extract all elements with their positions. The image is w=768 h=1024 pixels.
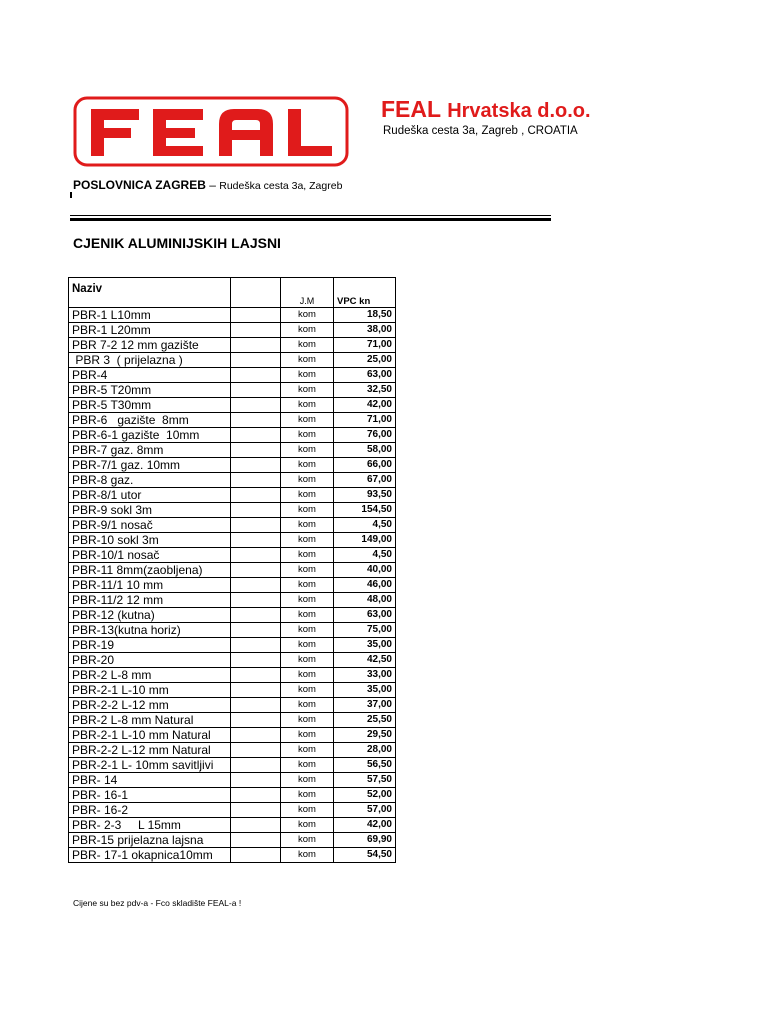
price-cell: 25,50 [334,713,396,728]
table-row [69,818,396,833]
blank-cell [231,773,281,788]
table-row [69,593,396,608]
product-name-cell: PBR-8 gaz. [69,473,231,488]
product-name-cell: PBR-2-1 L-10 mm [69,683,231,698]
product-name-cell: PBR-2 L-8 mm [69,668,231,683]
subheader-blank-cell [231,296,281,308]
price-cell: 28,00 [334,743,396,758]
product-name-cell: PBR-8/1 utor [69,488,231,503]
table-row [69,563,396,578]
unit-cell: kom [281,488,334,503]
blank-cell [231,563,281,578]
product-name-cell: PBR-13(kutna horiz) [69,623,231,638]
unit-cell: kom [281,563,334,578]
unit-cell: kom [281,473,334,488]
unit-cell: kom [281,368,334,383]
table-row [69,668,396,683]
product-name-cell: PBR- 16-2 [69,803,231,818]
table-row [69,578,396,593]
table-row [69,308,396,323]
product-name-cell: PBR 7-2 12 mm gazište [69,338,231,353]
product-name-cell: PBR- 16-1 [69,788,231,803]
unit-cell: kom [281,773,334,788]
price-cell: 154,50 [334,503,396,518]
table-row [69,323,396,338]
table-row [69,413,396,428]
unit-cell: kom [281,668,334,683]
price-cell: 69,90 [334,833,396,848]
subheader-blank-cell [69,296,231,308]
table-row [69,623,396,638]
company-name [381,96,591,123]
price-cell: 46,00 [334,578,396,593]
table-row [69,503,396,518]
unit-cell: kom [281,788,334,803]
blank-cell [231,818,281,833]
table-row [69,428,396,443]
product-name-cell: PBR-2-2 L-12 mm [69,698,231,713]
branch-dash: – [205,178,220,192]
blank-cell [231,458,281,473]
blank-cell [231,578,281,593]
blank-cell [231,443,281,458]
product-name-cell: PBR-5 T30mm [69,398,231,413]
price-cell: 76,00 [334,428,396,443]
divider-thin [70,215,551,216]
company-address: Rudeška cesta 3a, Zagreb , CROATIA [383,125,578,137]
blank-cell [231,683,281,698]
product-name-cell: PBR-2-1 L- 10mm savitljivi [69,758,231,773]
product-name-cell: PBR-15 prijelazna lajsna [69,833,231,848]
product-name-cell: PBR-11/1 10 mm [69,578,231,593]
product-name-cell: PBR-11/2 12 mm [69,593,231,608]
table-row [69,473,396,488]
blank-cell [231,398,281,413]
column-header-price: VPC kn [334,296,396,308]
branch-address: Rudeška cesta 3a, Zagreb [219,180,343,192]
price-footnote: Cijene su bez pdv-a - Fco skladište FEAL-a ! [73,898,242,908]
unit-cell: kom [281,743,334,758]
blank-cell [231,713,281,728]
table-row [69,488,396,503]
price-cell: 42,50 [334,653,396,668]
price-cell: 57,50 [334,773,396,788]
unit-cell: kom [281,803,334,818]
unit-cell: kom [281,638,334,653]
product-name-cell: PBR-10/1 nosač [69,548,231,563]
price-cell: 42,00 [334,818,396,833]
cell-marker [70,192,72,198]
header-blank-cell [231,278,281,297]
unit-cell: kom [281,323,334,338]
price-cell: 149,00 [334,533,396,548]
product-name-cell: PBR-11 8mm(zaobljena) [69,563,231,578]
table-row [69,608,396,623]
product-name-cell: PBR-19 [69,638,231,653]
blank-cell [231,623,281,638]
price-cell: 35,00 [334,638,396,653]
price-cell: 35,00 [334,683,396,698]
price-cell: 4,50 [334,518,396,533]
blank-cell [231,503,281,518]
header-blank-cell [281,278,334,297]
blank-cell [231,668,281,683]
unit-cell: kom [281,698,334,713]
unit-cell: kom [281,308,334,323]
unit-cell: kom [281,503,334,518]
product-name-cell: PBR-2-1 L-10 mm Natural [69,728,231,743]
price-cell: 52,00 [334,788,396,803]
product-name-cell: PBR-9/1 nosač [69,518,231,533]
column-header-name: Naziv [69,278,231,297]
unit-cell: kom [281,653,334,668]
unit-cell: kom [281,533,334,548]
blank-cell [231,533,281,548]
table-row [69,833,396,848]
blank-cell [231,428,281,443]
product-name-cell: PBR-7 gaz. 8mm [69,443,231,458]
price-cell: 37,00 [334,698,396,713]
branch-label: POSLOVNICA ZAGREB [73,178,206,192]
table-row [69,848,396,863]
unit-cell: kom [281,383,334,398]
table-row [69,443,396,458]
unit-cell: kom [281,728,334,743]
table-header-row [69,278,396,297]
table-row [69,698,396,713]
unit-cell: kom [281,848,334,863]
price-cell: 40,00 [334,563,396,578]
unit-cell: kom [281,578,334,593]
blank-cell [231,383,281,398]
price-cell: 33,00 [334,668,396,683]
blank-cell [231,308,281,323]
unit-cell: kom [281,548,334,563]
price-cell: 75,00 [334,623,396,638]
price-cell: 4,50 [334,548,396,563]
table-row [69,533,396,548]
branch-line [73,178,342,192]
price-cell: 66,00 [334,458,396,473]
price-cell: 71,00 [334,338,396,353]
product-name-cell: PBR-5 T20mm [69,383,231,398]
product-name-cell: PBR-20 [69,653,231,668]
blank-cell [231,728,281,743]
product-name-cell: PBR-1 L10mm [69,308,231,323]
price-cell: 18,50 [334,308,396,323]
price-cell: 93,50 [334,488,396,503]
product-name-cell: PBR- 2-3 L 15mm [69,818,231,833]
blank-cell [231,743,281,758]
blank-cell [231,848,281,863]
product-name-cell: PBR-1 L20mm [69,323,231,338]
price-cell: 29,50 [334,728,396,743]
table-row [69,518,396,533]
unit-cell: kom [281,443,334,458]
product-name-cell: PBR-10 sokl 3m [69,533,231,548]
document-title: CJENIK ALUMINIJSKIH LAJSNI [73,235,281,251]
product-name-cell: PBR-4 [69,368,231,383]
blank-cell [231,698,281,713]
blank-cell [231,323,281,338]
product-name-cell: PBR-2-2 L-12 mm Natural [69,743,231,758]
product-name-cell: PBR-6 gazište 8mm [69,413,231,428]
price-cell: 71,00 [334,413,396,428]
unit-cell: kom [281,338,334,353]
unit-cell: kom [281,758,334,773]
price-cell: 63,00 [334,368,396,383]
table-row [69,338,396,353]
column-header-unit: J.M [281,296,334,308]
blank-cell [231,593,281,608]
price-cell: 57,00 [334,803,396,818]
table-row [69,743,396,758]
price-cell: 42,00 [334,398,396,413]
product-name-cell: PBR- 17-1 okapnica10mm [69,848,231,863]
table-row [69,458,396,473]
unit-cell: kom [281,428,334,443]
price-cell: 58,00 [334,443,396,458]
table-row [69,383,396,398]
price-cell: 67,00 [334,473,396,488]
table-row [69,773,396,788]
unit-cell: kom [281,398,334,413]
product-name-cell: PBR-12 (kutna) [69,608,231,623]
unit-cell: kom [281,683,334,698]
table-row [69,683,396,698]
feal-logo [73,96,349,167]
table-row [69,653,396,668]
table-subheader-row [69,296,396,308]
product-name-cell: PBR-6-1 gazište 10mm [69,428,231,443]
price-cell: 63,00 [334,608,396,623]
blank-cell [231,353,281,368]
table-row [69,728,396,743]
blank-cell [231,788,281,803]
unit-cell: kom [281,413,334,428]
unit-cell: kom [281,458,334,473]
unit-cell: kom [281,593,334,608]
unit-cell: kom [281,818,334,833]
table-row [69,788,396,803]
blank-cell [231,488,281,503]
blank-cell [231,368,281,383]
product-name-cell: PBR- 14 [69,773,231,788]
unit-cell: kom [281,713,334,728]
unit-cell: kom [281,518,334,533]
table-row [69,713,396,728]
price-cell: 25,00 [334,353,396,368]
header-blank-cell [334,278,396,297]
blank-cell [231,833,281,848]
price-cell: 54,50 [334,848,396,863]
product-name-cell: PBR-2 L-8 mm Natural [69,713,231,728]
unit-cell: kom [281,608,334,623]
product-name-cell: PBR-9 sokl 3m [69,503,231,518]
product-name-cell: PBR-7/1 gaz. 10mm [69,458,231,473]
price-cell: 56,50 [334,758,396,773]
unit-cell: kom [281,833,334,848]
product-name-cell: PBR 3 ( prijelazna ) [69,353,231,368]
blank-cell [231,413,281,428]
blank-cell [231,473,281,488]
blank-cell [231,638,281,653]
blank-cell [231,518,281,533]
unit-cell: kom [281,623,334,638]
divider-thick [70,218,551,221]
table-row [69,638,396,653]
table-row [69,548,396,563]
blank-cell [231,338,281,353]
table-row [69,353,396,368]
blank-cell [231,608,281,623]
price-cell: 38,00 [334,323,396,338]
price-table [68,277,396,863]
blank-cell [231,803,281,818]
company-suffix: Hrvatska d.o.o. [447,100,591,122]
table-row [69,368,396,383]
price-cell: 32,50 [334,383,396,398]
company-brand: FEAL [381,96,442,122]
table-row [69,803,396,818]
unit-cell: kom [281,353,334,368]
table-row [69,758,396,773]
blank-cell [231,653,281,668]
table-row [69,398,396,413]
blank-cell [231,758,281,773]
price-cell: 48,00 [334,593,396,608]
blank-cell [231,548,281,563]
